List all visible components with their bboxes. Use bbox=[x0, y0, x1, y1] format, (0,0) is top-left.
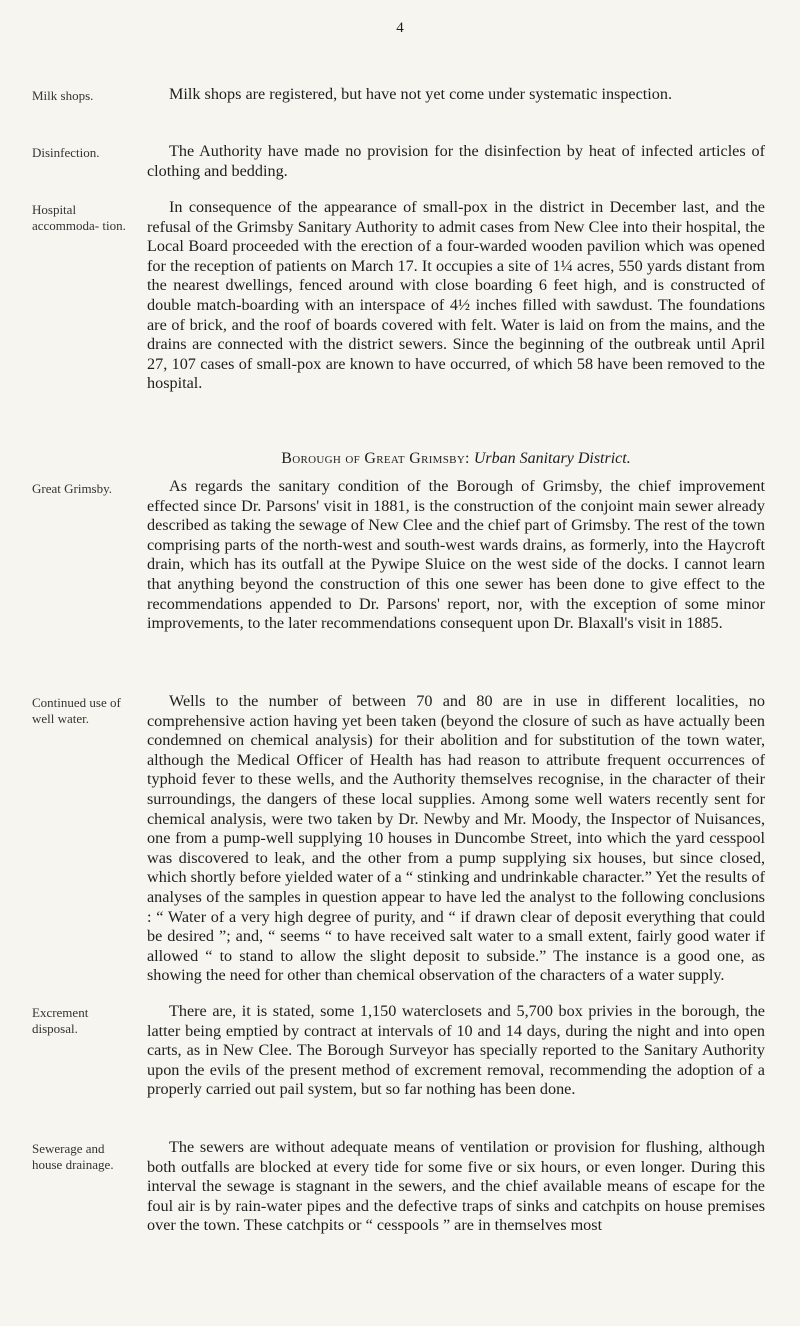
paragraph-great-grimsby: As regards the sanitary condition of the Borough of Grimsby, the chief improvement effected since Dr. Parsons' visit in 1881, is the construction of the conjoint main sewer already described as taking the sewage of New Clee and the chief part of Grimsby. The rest of the town comprising parts of the north-west and south-west wards drains, as formerly, into the Haycroft drain, which has its outfall at the Pywipe Sluice on the west side of the docks. I cannot learn that anything beyond the construction of this one sewer has been done to give effect to the recommendations appended to Dr. Parsons' report, nor, with the exception of some minor improvements, to the later recommendations consequent upon Dr. Blaxall's visit in 1885. bbox=[147, 477, 765, 633]
paragraph-milk-shops: Milk shops are registered, but have not yet come under systematic inspection. bbox=[169, 85, 673, 103]
paragraph-sewerage: The sewers are without adequate means of ventilation or provision for flushing, although both outfalls are blocked at every tide for some five or six hours, or even longer. During this interval the sewage is stagnant in the sewers, and the chief available means of escape for the foul air is by rain-water pipes and the defective traps of sinks and catchpits on house premises over the town. These catchpits or “ cesspools ” are in themselves most bbox=[147, 1138, 765, 1235]
margin-note-milk-shops: Milk shops. bbox=[32, 88, 94, 103]
paragraph-hospital: In consequence of the appearance of small-pox in the district in December last, and the refusal of the Grimsby Sanitary Authority to admit cases from New Clee into their hospital, the Local Board proceeded with the erection of a four-warded wooden pavilion which was opened for the reception of patients on March 17. It occupies a site of 1¼ acres, 550 yards distant from the nearest dwellings, fenced around with close boarding 6 feet high, and is constructed of double match-boarding with an interspace of 4½ inches filled with sawdust. The foundations are of brick, and the roof of boards covered with felt. Water is laid on from the mains, and the drains are connected with the district sewers. Since the beginning of the outbreak until April 27, 107 cases of small-pox are known to have occurred, of which 58 have been removed to the hospital. bbox=[147, 198, 765, 393]
page-number: 4 bbox=[396, 20, 404, 36]
paragraph-excrement: There are, it is stated, some 1,150 waterclosets and 5,700 box privies in the borough, the latter being emptied by contract at intervals of 10 and 14 days, during the night and into open carts, as in New Clee. The Borough Surveyor has specially reported to the Sanitary Authority upon the evils of the present method of excrement removal, recommending the adoption of a properly carried out pail system, but so far nothing has been done. bbox=[147, 1002, 765, 1099]
section-heading bbox=[147, 450, 765, 468]
margin-note-hospital: Hospital accommoda- tion. bbox=[32, 202, 126, 233]
paragraph-disinfection: The Authority have made no provision for the disinfection by heat of infected articles of clothing and bedding. bbox=[147, 142, 765, 180]
margin-note-well-water: Continued use of well water. bbox=[32, 695, 121, 726]
margin-note-great-grimsby: Great Grimsby. bbox=[32, 481, 113, 496]
margin-note-excrement: Excrement disposal. bbox=[32, 1005, 89, 1036]
margin-note-disinfection: Disinfection. bbox=[32, 145, 100, 160]
heading-subtitle: Urban Sanitary District. bbox=[473, 450, 631, 467]
heading-title: Borough of Great Grimsby: bbox=[281, 450, 470, 467]
paragraph-well-water: Wells to the number of between 70 and 80 are in use in different localities, no comprehensive action having yet been taken (beyond the closure of such as have actually been condemned on chemical analysis) for their abolition and for substitution of the town water, although the Medical Officer of Health has had reason to attribute frequent occurrences of typhoid fever to these wells, and the Authority themselves recognise, in the character of their surroundings, the dangers of these local supplies. Among some well waters recently sent for chemical analysis, were two taken by Dr. Newby and Mr. Moody, the Inspector of Nuisances, one from a pump-well supplying 10 houses in Duncombe Street, into which the yard cesspool was discovered to leak, and the other from a pump supplying six houses, but since closed, which shortly before yielded water of a “ stinking and undrinkable character.” Yet the results of analyses of the samples in question appear to have led the analyst to the following conclusions : “ Water of a very high degree of purity, and “ if drawn clear of deposit everything that could be desired ”; and, “ seems “ to have received salt water to a small extent, fairly good water if allowed “ to stand to allow the slight deposit to subside.” The instance is a good one, as showing the need for other than chemical observation of the characters of a water supply. bbox=[147, 692, 765, 985]
margin-note-sewerage: Sewerage and house drainage. bbox=[32, 1141, 114, 1172]
